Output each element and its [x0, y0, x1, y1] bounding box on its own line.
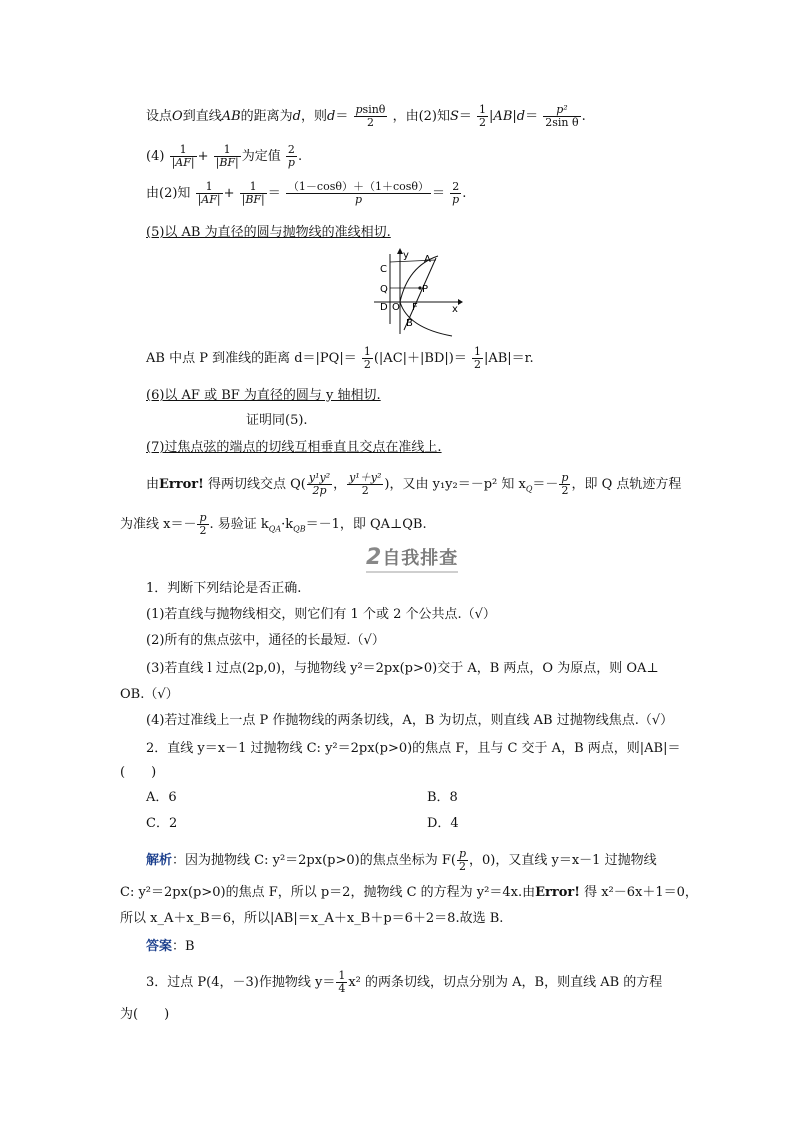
proof-4: 由(2)知 $\frac{1}{|AF|}$ + $\frac{1}{|BF|}$ ＝ $\frac{(1-\cos\theta)+(1+\cos\theta)}{p}$ ＝ $\frac{2}{p}$ . [146, 180, 467, 206]
section-title: 2自我排查 [366, 544, 458, 570]
fraction: $\frac{1}{|BF|}$ [215, 143, 239, 169]
q3-paren: 为( ) [120, 1007, 170, 1022]
q1-item-4: (4)若过准线上一点 P 作抛物线的两条切线，A，B 为切点，则直线 AB 过抛物线焦点.（√） [146, 713, 674, 728]
item-6: (6)以 AF 或 BF 为直径的圆与 y 轴相切. [146, 388, 381, 403]
label-a: A [424, 254, 431, 265]
fraction: $\frac{1}{2}$ [473, 345, 481, 371]
solution-line-3: 所以 x_A＋x_B＝6，所以|AB|＝x_A＋x_B＋p＝6＋2＝8.故选 B. [120, 911, 504, 926]
fraction: $\frac{2}{p}$ [452, 180, 460, 206]
fraction: $\frac{p}{2}$ [561, 471, 569, 497]
q1-item-3-cont: OB.（√） [120, 687, 179, 702]
title-underline [366, 571, 458, 573]
q1-item-1: (1)若直线与抛物线相交，则它们有 1 个或 2 个公共点.（√） [146, 607, 496, 622]
fraction: $\frac{1}{2}$ [479, 103, 487, 129]
proof-5: AB 中点 P 到准线的距离 d＝|PQ|＝ $\frac{1}{2}$ (|AC|＋|BD|)＝ $\frac{1}{2}$ |AB|＝r. [146, 345, 534, 371]
q1-item-3: (3)若直线 l 过点(2p,0)，与抛物线 y²＝2px(p>0)交于 A，B 两点，O 为原点，则 OA⊥ [146, 661, 659, 676]
label-c: C [380, 264, 387, 275]
fraction: $\frac{p}{2}$ [458, 847, 466, 873]
proof-7: 由Error! 得两切线交点 Q( $\frac{\text{y¹y²}}{2p}$ ， $\frac{\text{y¹＋y²}}{2}$ )，又由 y₁y₂＝－p² 知 $x_Q=-$ $\frac{p}{2}$ ，即 Q 点轨迹方程 [146, 471, 682, 497]
label-f: F [412, 302, 418, 313]
q2-stem: 2．直线 y＝x－1 过抛物线 C: y²＝2px(p>0)的焦点 F，且与 C 交于 A，B 两点，则|AB|＝ [146, 741, 681, 756]
q2-option-b: B．8 [427, 790, 458, 805]
solution-line-2: C: y²＝2px(p>0)的焦点 F，所以 p＝2，抛物线 C 的方程为 y²＝4x.由Error! 得 x²－6x＋1＝0， [120, 885, 698, 900]
distance-line: 设点O到直线AB的距离为d，则d＝ $\frac{psin\theta}{2}$ ，由(2)知S＝ $\frac{1}{2}$ |AB|d＝ $\frac{\text{p²}}{\text{2sin θ}}$ . [146, 103, 586, 129]
fraction: $\frac{1}{|AF|}$ [171, 143, 195, 169]
q1-item-2: (2)所有的焦点弦中，通径的长最短.（√） [146, 633, 385, 648]
q3-stem: 3．过点 P(4，－3)作抛物线 y＝ $\frac{1}{4}$ x² 的两条切线，切点分别为 A，B，则直线 AB 的方程 [146, 969, 663, 995]
item-5: (5)以 AB 为直径的圆与抛物线的准线相切. [146, 225, 391, 240]
q2-paren: ( ) [120, 765, 157, 780]
fraction: $\frac{p}{2}$ [199, 511, 207, 537]
item-7: (7)过焦点弦的端点的切线互相垂直且交点在准线上. [146, 440, 442, 455]
label-p: P [422, 284, 429, 295]
label-o: O [392, 302, 400, 313]
fraction: $\frac{\text{p²}}{\text{2sin θ}}$ [545, 103, 579, 129]
fraction: $\frac{1}{|AF|}$ [197, 180, 221, 206]
fraction: $\frac{(1-\cos\theta)+(1+\cos\theta)}{p}$ [287, 180, 430, 206]
fraction: $\frac{psin\theta}{2}$ [355, 103, 386, 129]
solution-line-1: 解析：因为抛物线 C: y²＝2px(p>0)的焦点坐标为 F( $\frac{p}{2}$ ，0)，又直线 y＝x－1 过抛物线 [146, 847, 657, 873]
fraction: $\frac{\text{y¹＋y²}}{2}$ [349, 471, 382, 497]
parabola-figure [368, 246, 464, 338]
q2-option-a: A．6 [146, 790, 177, 805]
q2-option-c: C．2 [146, 816, 178, 831]
fraction: $\frac{1}{|BF|}$ [241, 180, 265, 206]
fraction: $\frac{\text{y¹y²}}{2p}$ [308, 471, 331, 497]
q2-option-d: D．4 [427, 816, 459, 831]
answer: 答案：B [146, 939, 195, 954]
fraction: $\frac{1}{4}$ [338, 969, 346, 995]
label-d: D [380, 302, 388, 313]
proof-7-cont: 为准线 x＝－ $\frac{p}{2}$ . 易验证 $k_{QA}\cdot k_{QB}=-1$，即 QA⊥QB. [120, 511, 427, 537]
label-q: Q [380, 284, 388, 295]
q1-stem: 1．判断下列结论是否正确. [146, 581, 302, 596]
item-4: (4) $\frac{1}{|AF|}$ + $\frac{1}{|BF|}$ 为定值 $\frac{2}{p}$ . [146, 143, 303, 169]
label-y: y [403, 250, 409, 261]
x-axis-arrow [458, 299, 463, 305]
fraction: $\frac{2}{p}$ [287, 143, 295, 169]
label-b: B [406, 318, 413, 329]
label-x: x [452, 304, 458, 315]
proof-6: 证明同(5). [246, 413, 308, 428]
fraction: $\frac{1}{2}$ [363, 345, 371, 371]
